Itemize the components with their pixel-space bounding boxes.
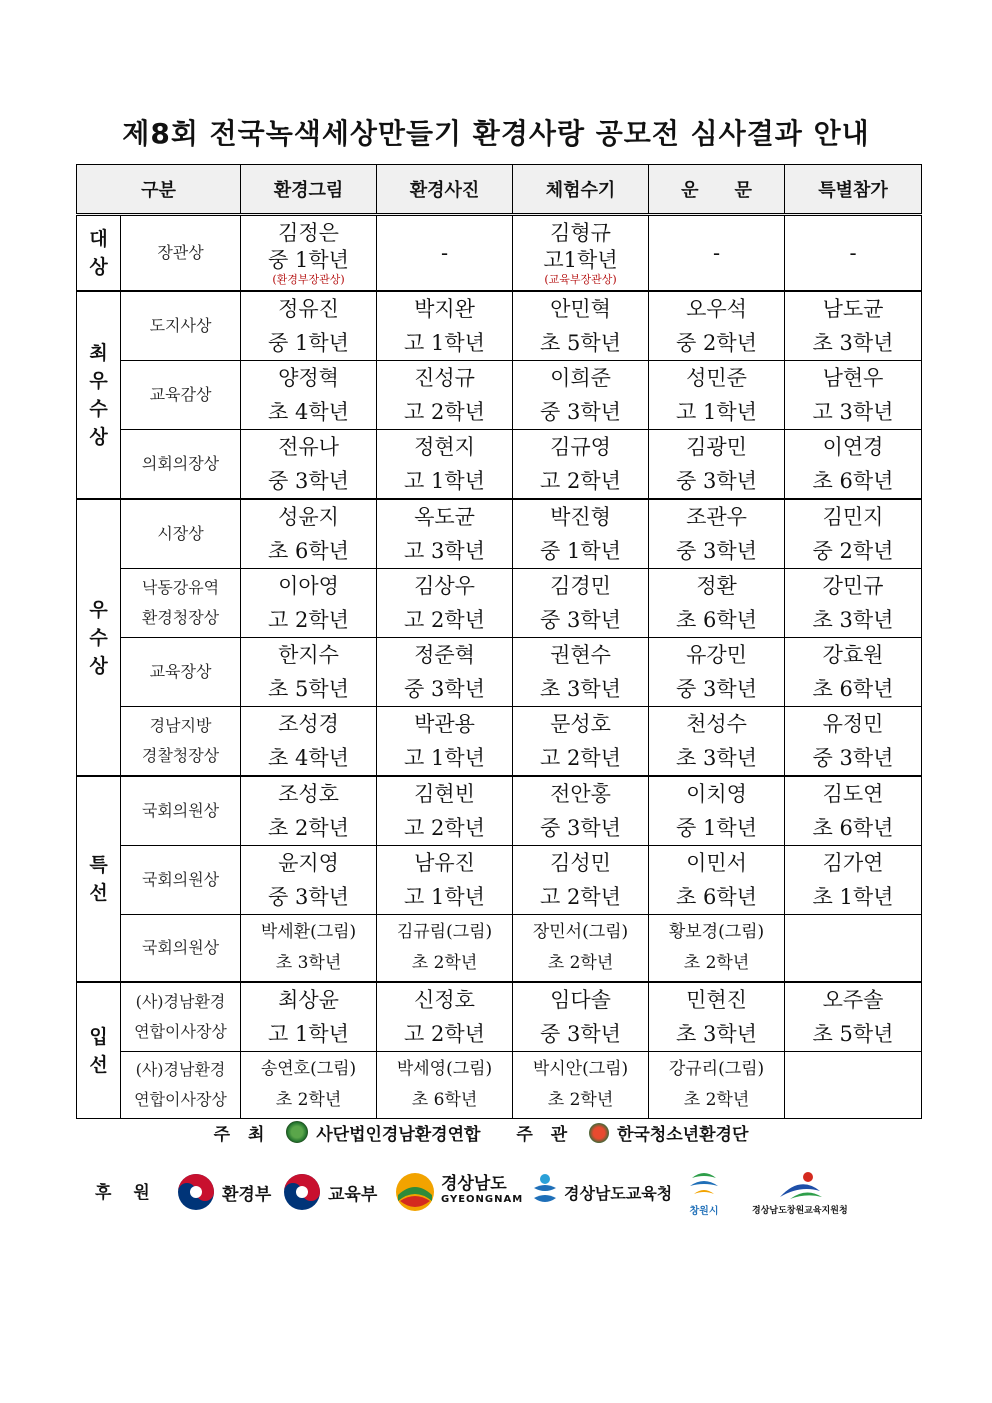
winner-name: 이희준 — [550, 366, 611, 390]
winner-cell — [241, 776, 377, 846]
winner-grade: 고 2학년 — [404, 400, 485, 424]
gyeongnam-emblem-icon — [394, 1171, 436, 1213]
winner-name: 김광민 — [686, 435, 747, 459]
winner-grade: 중 3학년 — [676, 677, 757, 701]
winner-grade: 초 2학년 — [547, 1090, 614, 1110]
winner-grade: 고 2학년 — [404, 816, 485, 840]
award-name: 도지사상 — [121, 291, 241, 361]
winner-cell — [377, 215, 513, 292]
award-name: 의회의장상 — [121, 430, 241, 500]
winner-grade: 초 6학년 — [411, 1090, 478, 1110]
winner-grade: 중 3학년 — [540, 816, 621, 840]
table-row — [77, 915, 922, 983]
winner-grade: 중 2학년 — [676, 331, 757, 355]
winner-cell — [377, 707, 513, 777]
winner-grade: 초 3학년 — [676, 1022, 757, 1046]
winner-name: 최상윤 — [278, 988, 339, 1012]
winner-grade: 고 1학년 — [404, 469, 485, 493]
winner-name: 권현수 — [550, 643, 611, 667]
winner-name: 박지완 — [414, 297, 475, 321]
winner-name: 김규영 — [550, 435, 611, 459]
table-row — [77, 215, 922, 292]
header-photo: 환경사진 — [377, 165, 513, 215]
sponsor-me-name: 환경부 — [222, 1184, 272, 1205]
winner-name: 김정은 — [278, 221, 339, 245]
winner-cell — [649, 430, 785, 500]
winner-grade: 중 3학년 — [404, 677, 485, 701]
winner-grade: 초 3학년 — [275, 953, 342, 973]
winner-name: 박관용 — [414, 712, 475, 736]
taegeuk-icon — [282, 1172, 322, 1212]
winner-grade: 초 5학년 — [812, 1022, 894, 1046]
winner-name: 이민서 — [686, 851, 747, 875]
winner-cell — [785, 291, 922, 361]
sponsor-changwon-edu-name: 경상남도창원교육지원청 — [752, 1205, 848, 1216]
winner-name: 김가연 — [822, 851, 884, 875]
winner-cell — [649, 361, 785, 430]
winner-cell — [513, 215, 649, 292]
winner-name: 옥도균 — [414, 505, 475, 529]
award-name: 교육감상 — [121, 361, 241, 430]
sponsor-moe-name: 교육부 — [328, 1184, 378, 1205]
winner-name: 한지수 — [278, 643, 339, 667]
winner-grade: 초 6학년 — [812, 469, 894, 493]
sponsor-changwon-name: 창원시 — [689, 1205, 719, 1217]
winner-cell — [377, 291, 513, 361]
organizers-line — [0, 1120, 992, 1145]
winner-grade: 고 1학년 — [404, 885, 485, 909]
sponsor-changwon-edu — [752, 1162, 848, 1222]
winner-name: 정환 — [696, 574, 737, 598]
winner-grade: 초 2학년 — [268, 816, 349, 840]
winner-name: 박진형 — [550, 505, 611, 529]
award-name: 낙동강유역 환경청장상 — [121, 569, 241, 638]
winner-cell — [377, 915, 513, 983]
table-row — [77, 846, 922, 915]
winner-grade: 고 1학년 — [676, 400, 757, 424]
winner-cell — [649, 291, 785, 361]
winner-name: 김민지 — [822, 505, 884, 529]
winner-name: 정현지 — [414, 435, 475, 459]
winner-cell — [513, 291, 649, 361]
award-name: 시장상 — [121, 499, 241, 569]
winner-cell — [513, 430, 649, 500]
winner-cell — [513, 707, 649, 777]
winner-name: 신정호 — [414, 988, 475, 1012]
winner-cell — [377, 569, 513, 638]
winner-cell — [513, 638, 649, 707]
winner-name: 김상우 — [414, 574, 475, 598]
winner-name: 조관우 — [686, 505, 747, 529]
winner-cell — [241, 707, 377, 777]
winner-cell — [241, 361, 377, 430]
winner-cell — [785, 499, 922, 569]
winner-grade: 초 2학년 — [683, 1090, 750, 1110]
winner-name: - — [712, 241, 721, 265]
winner-cell — [377, 499, 513, 569]
winner-cell — [241, 915, 377, 983]
table-header-row — [77, 165, 922, 215]
winner-cell — [649, 982, 785, 1052]
winner-name: 강효원 — [822, 643, 884, 667]
winner-name: 성윤지 — [278, 505, 339, 529]
winner-grade: 초 3학년 — [676, 746, 757, 770]
edu-office-icon — [530, 1172, 560, 1212]
winner-grade: 초 6학년 — [812, 677, 894, 701]
winner-cell — [649, 215, 785, 292]
award-name: 장관상 — [121, 215, 241, 292]
winner-name: 전유나 — [278, 435, 339, 459]
winner-name: 황보경(그림) — [668, 922, 765, 942]
header-verse: 운 문 — [649, 165, 785, 215]
award-name: (사)경남환경 연합이사장상 — [121, 1052, 241, 1119]
winner-name: 정준혁 — [414, 643, 475, 667]
winner-name: 윤지영 — [278, 851, 339, 875]
winner-cell — [785, 638, 922, 707]
group-label: 최 우 수 상 — [77, 291, 121, 499]
winner-grade: 고 3학년 — [404, 539, 485, 563]
winner-name: 이치영 — [686, 782, 747, 806]
winner-name: 임다솔 — [550, 988, 611, 1012]
award-name: 국회의원상 — [121, 846, 241, 915]
sponsor-moe — [282, 1162, 377, 1222]
winner-cell — [513, 915, 649, 983]
winner-name: 유정민 — [822, 712, 884, 736]
winner-grade: 고 2학년 — [404, 608, 485, 632]
winner-cell — [649, 707, 785, 777]
winner-cell — [513, 1052, 649, 1119]
sponsor-changwon — [684, 1162, 724, 1222]
winner-name: 조성경 — [278, 712, 339, 736]
table-row — [77, 430, 922, 500]
sponsor-me — [176, 1162, 271, 1222]
winner-cell — [241, 215, 377, 292]
winner-grade: 초 2학년 — [411, 953, 478, 973]
manager-emblem-icon — [589, 1123, 609, 1143]
winner-grade: 고 1학년 — [404, 331, 485, 355]
winner-cell — [377, 361, 513, 430]
winner-grade: 고 2학년 — [404, 1022, 485, 1046]
group-label: 우 수 상 — [77, 499, 121, 776]
group-label: 입 선 — [77, 982, 121, 1119]
winner-name: 장민서(그림) — [532, 922, 629, 942]
sponsor-label: 후 원 — [95, 1183, 158, 1203]
winner-grade: 고 1학년 — [404, 746, 485, 770]
winner-cell — [241, 569, 377, 638]
winner-name: 김성민 — [550, 851, 611, 875]
winner-cell — [785, 569, 922, 638]
winner-cell — [785, 1052, 922, 1119]
award-name: 교육장상 — [121, 638, 241, 707]
winner-cell — [377, 1052, 513, 1119]
host-label: 주 최 — [213, 1125, 271, 1145]
winner-grade: 초 3학년 — [812, 608, 894, 632]
winner-cell — [785, 430, 922, 500]
winner-grade: 고 2학년 — [540, 885, 621, 909]
winner-grade: 중 3학년 — [540, 1022, 621, 1046]
winner-grade: 고 2학년 — [540, 469, 621, 493]
winner-name: 양정혁 — [278, 366, 339, 390]
host-name: 사단법인경남환경연합 — [316, 1125, 481, 1145]
page-title: 제8회 전국녹색세상만들기 환경사랑 공모전 심사결과 안내 — [122, 117, 870, 150]
winner-cell — [649, 846, 785, 915]
winner-cell — [785, 361, 922, 430]
table-row — [77, 291, 922, 361]
table-row — [77, 776, 922, 846]
winner-name: 안민혁 — [550, 297, 611, 321]
winner-name: 오우석 — [686, 297, 747, 321]
taegeuk-icon — [176, 1172, 216, 1212]
winner-grade: 중 1학년 — [540, 539, 621, 563]
winner-name: - — [849, 241, 857, 265]
winner-name: 김도연 — [822, 782, 884, 806]
winner-grade: 초 5학년 — [540, 331, 621, 355]
winner-name: 박세영(그림) — [396, 1059, 493, 1079]
manager-name: 한국청소년환경단 — [616, 1125, 749, 1145]
host-emblem-icon — [286, 1121, 308, 1143]
winner-name: 전안홍 — [550, 782, 611, 806]
group-label: 대 상 — [77, 215, 121, 292]
table-row — [77, 499, 922, 569]
award-name: 국회의원상 — [121, 915, 241, 983]
winner-cell — [377, 982, 513, 1052]
award-name: 국회의원상 — [121, 776, 241, 846]
winner-cell — [513, 569, 649, 638]
winner-cell — [241, 430, 377, 500]
winner-cell — [513, 499, 649, 569]
winner-grade: 중 3학년 — [268, 469, 349, 493]
table-row — [77, 1052, 922, 1119]
winner-name: 이아영 — [278, 574, 339, 598]
winner-grade: 중 3학년 — [540, 608, 621, 632]
winner-grade: 초 2학년 — [683, 953, 750, 973]
winner-name: 문성호 — [550, 712, 611, 736]
winner-name: 강민규 — [822, 574, 884, 598]
winner-grade: 초 6학년 — [676, 608, 757, 632]
table-row — [77, 982, 922, 1052]
winner-name: 송연호(그림) — [260, 1059, 357, 1079]
winner-cell — [241, 291, 377, 361]
table-row — [77, 707, 922, 777]
winner-grade: 고 2학년 — [268, 608, 349, 632]
winner-cell — [785, 776, 922, 846]
winner-grade: 초 4학년 — [268, 400, 349, 424]
winner-name: 성민준 — [686, 366, 747, 390]
sponsor-gyeongnam — [394, 1162, 523, 1222]
sponsor-edu-office — [530, 1162, 672, 1222]
winner-name: 김형규 — [550, 221, 611, 245]
winner-grade: 중 3학년 — [676, 539, 757, 563]
header-drawing: 환경그림 — [241, 165, 377, 215]
winner-grade: 초 4학년 — [268, 746, 349, 770]
winner-grade: 초 2학년 — [547, 953, 614, 973]
award-name: 경남지방 경찰청장상 — [121, 707, 241, 777]
winner-grade: 중 1학년 — [268, 331, 349, 355]
winner-cell — [649, 569, 785, 638]
winner-cell — [649, 776, 785, 846]
winner-name: 진성규 — [414, 366, 475, 390]
winner-grade: 중 2학년 — [812, 539, 894, 563]
manager-label: 주 관 — [516, 1125, 574, 1145]
winner-grade: 초 3학년 — [812, 331, 894, 355]
sponsor-gyeongnam-en: GYEONGNAM — [441, 1194, 524, 1205]
winner-grade: 중 1학년 — [268, 248, 349, 272]
winner-name: - — [440, 241, 449, 265]
winner-grade: 중 3학년 — [268, 885, 349, 909]
winner-name: 남유진 — [414, 851, 475, 875]
winner-cell — [785, 846, 922, 915]
winner-grade: 중 1학년 — [676, 816, 757, 840]
sponsor-edu-office-name: 경상남도교육청 — [564, 1183, 673, 1203]
winner-cell — [513, 982, 649, 1052]
winner-cell — [513, 361, 649, 430]
winner-grade: 초 3학년 — [540, 677, 621, 701]
header-essay: 체험수기 — [513, 165, 649, 215]
winner-cell — [649, 915, 785, 983]
table-row — [77, 361, 922, 430]
winner-cell — [513, 776, 649, 846]
group-label: 특 선 — [77, 776, 121, 982]
winner-grade: 초 5학년 — [268, 677, 349, 701]
winner-cell — [785, 982, 922, 1052]
award-name: (사)경남환경 연합이사장상 — [121, 982, 241, 1052]
winner-cell — [241, 638, 377, 707]
winner-cell — [377, 638, 513, 707]
winner-grade: 초 6학년 — [812, 816, 894, 840]
winner-name: 정유진 — [278, 297, 339, 321]
winner-grade: 중 3학년 — [540, 400, 621, 424]
winner-name: 남도균 — [822, 297, 884, 321]
winner-cell — [785, 915, 922, 983]
changwon-edu-emblem-icon — [770, 1169, 830, 1203]
winner-name: 민현진 — [686, 988, 747, 1012]
winner-cell — [649, 1052, 785, 1119]
table-row — [77, 638, 922, 707]
winner-name: 김현빈 — [414, 782, 475, 806]
winner-grade: 초 1학년 — [812, 885, 894, 909]
winner-grade: 중 3학년 — [676, 469, 757, 493]
winner-grade: 고 3학년 — [812, 400, 894, 424]
header-category: 구분 — [77, 165, 241, 215]
sponsor-logos — [170, 1162, 900, 1222]
results-table — [76, 164, 922, 1119]
winner-cell — [377, 846, 513, 915]
award-note: (환경부장관상) — [272, 273, 345, 286]
winner-grade: 초 6학년 — [268, 539, 349, 563]
winner-cell — [649, 638, 785, 707]
winner-cell — [241, 499, 377, 569]
winner-cell — [785, 707, 922, 777]
winner-name: 오주솔 — [822, 988, 884, 1012]
winner-cell — [513, 846, 649, 915]
header-special: 특별참가 — [785, 165, 922, 215]
winner-cell — [377, 430, 513, 500]
winner-cell — [649, 499, 785, 569]
winner-name: 박시안(그림) — [532, 1059, 629, 1079]
changwon-emblem-icon — [684, 1168, 724, 1202]
winner-cell — [785, 215, 922, 292]
winner-name: 김규림(그림) — [396, 922, 493, 942]
winner-name: 남현우 — [822, 366, 884, 390]
sponsor-gyeongnam-name: 경상남도 — [441, 1174, 507, 1194]
winner-cell — [241, 1052, 377, 1119]
winner-name: 조성호 — [278, 782, 339, 806]
winner-grade: 초 6학년 — [676, 885, 757, 909]
winner-name: 유강민 — [686, 643, 747, 667]
table-row — [77, 569, 922, 638]
winner-grade: 중 3학년 — [812, 746, 894, 770]
award-note: (교육부장관상) — [544, 273, 617, 286]
winner-cell — [241, 846, 377, 915]
winner-cell — [241, 982, 377, 1052]
winner-name: 이연경 — [822, 435, 884, 459]
winner-grade: 고 1학년 — [268, 1022, 349, 1046]
winner-name: 천성수 — [686, 712, 747, 736]
winner-grade: 고1학년 — [543, 248, 618, 272]
winner-name: 강규리(그림) — [668, 1059, 765, 1079]
winner-grade: 고 2학년 — [540, 746, 621, 770]
winner-name: 박세환(그림) — [260, 922, 357, 942]
winner-cell — [377, 776, 513, 846]
winner-grade: 초 2학년 — [275, 1090, 342, 1110]
winner-name: 김경민 — [550, 574, 611, 598]
